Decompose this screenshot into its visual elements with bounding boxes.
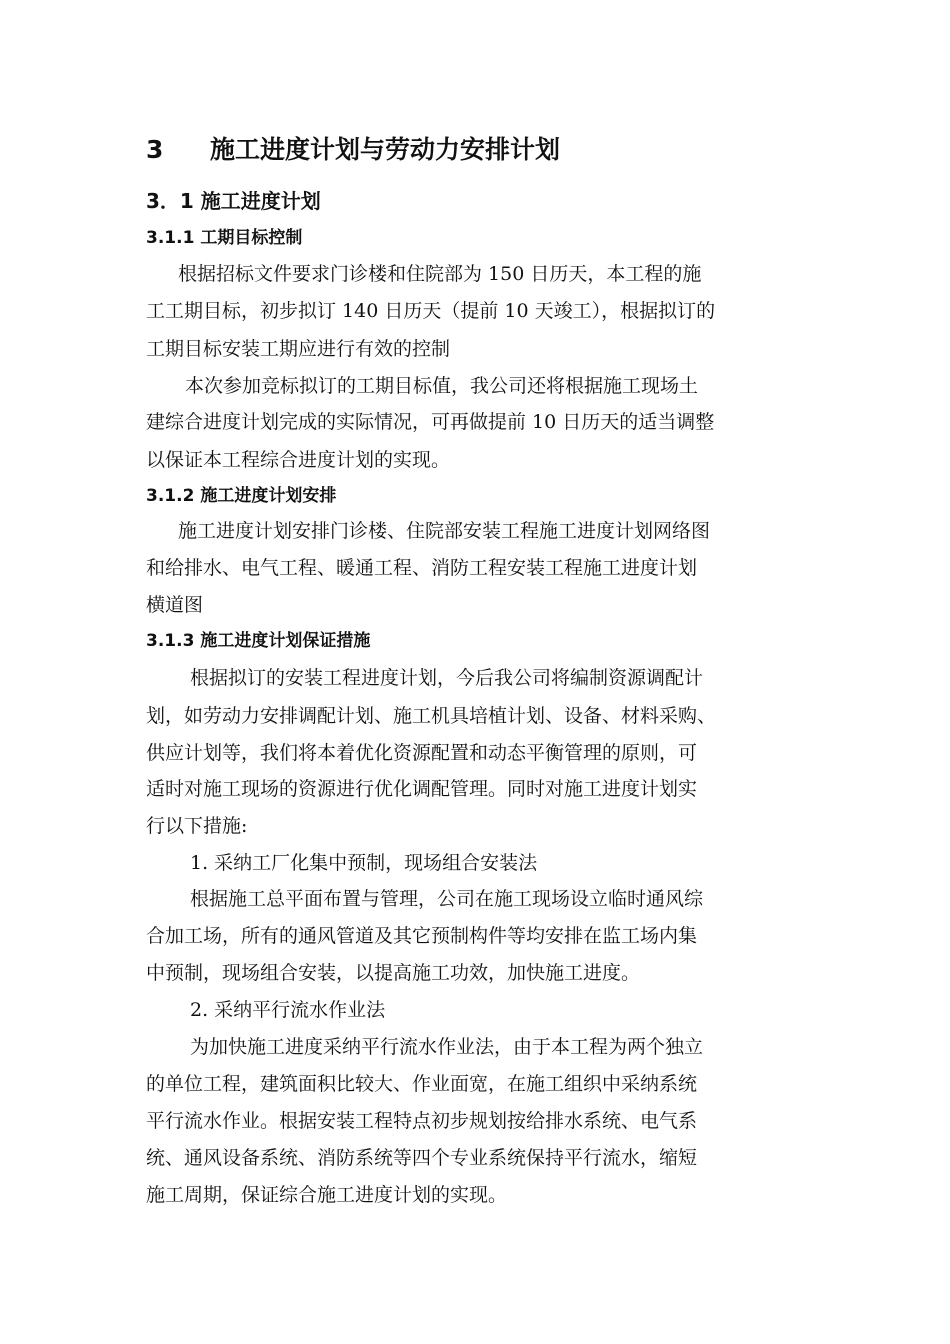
subsection-heading-3-1-3: 3.1.3 施工进度计划保证措施 <box>146 631 371 651</box>
paragraph-line: 合加工场，所有的通风管道及其它预制构件等均安排在监工场内集 <box>146 925 698 947</box>
chapter-title: 施工进度计划与劳动力安排计划 <box>210 135 561 164</box>
paragraph-line: 的单位工程，建筑面积比较大、作业面宽，在施工组织中采纳系统 <box>146 1073 698 1095</box>
paragraph-line: 划，如劳动力安排调配计划、施工机具培植计划、设备、材料采购、 <box>146 705 717 727</box>
paragraph-line: 为加快施工进度采纳平行流水作业法，由于本工程为两个独立 <box>190 1036 704 1058</box>
paragraph-line: 根据施工总平面布置与管理，公司在施工现场设立临时通风综 <box>190 888 704 910</box>
subsection-heading-3-1-2: 3.1.2 施工进度计划安排 <box>146 486 337 506</box>
paragraph-line: 和给排水、电气工程、暖通工程、消防工程安装工程施工进度计划 <box>146 557 698 579</box>
list-item-1: 1. 采纳工厂化集中预制，现场组合安装法 <box>190 852 538 874</box>
chapter-heading <box>146 134 560 166</box>
paragraph-line: 供应计划等，我们将本着优化资源配置和动态平衡管理的原则，可 <box>146 742 698 764</box>
paragraph-line: 工工期目标，初步拟订 140 日历天（提前 10 天竣工），根据拟订的 <box>146 300 716 322</box>
subsection-heading-3-1-1: 3.1.1 工期目标控制 <box>146 228 303 248</box>
paragraph-line: 本次参加竞标拟订的工期目标值，我公司还将根据施工现场土 <box>185 375 699 397</box>
paragraph-line: 根据招标文件要求门诊楼和住院部为 150 日历天，本工程的施 <box>178 263 702 285</box>
paragraph-line: 施工周期，保证综合施工进度计划的实现。 <box>146 1184 508 1206</box>
paragraph-line: 建综合进度计划完成的实际情况，可再做提前 10 日历天的适当调整 <box>146 411 715 433</box>
paragraph-line: 以保证本工程综合进度计划的实现。 <box>146 449 451 471</box>
paragraph-line: 统、通风设备系统、消防系统等四个专业系统保持平行流水，缩短 <box>146 1147 698 1169</box>
paragraph-line: 平行流水作业。根据安装工程特点初步规划按给排水系统、电气系 <box>146 1110 698 1132</box>
paragraph-line: 横道图 <box>146 594 204 616</box>
paragraph-line: 适时对施工现场的资源进行优化调配管理。同时对施工进度计划实 <box>146 778 698 800</box>
paragraph-line: 中预制，现场组合安装，以提高施工功效，加快施工进度。 <box>146 962 641 984</box>
paragraph-line: 施工进度计划安排门诊楼、住院部安装工程施工进度计划网络图 <box>178 520 711 542</box>
chapter-number: 3 <box>146 135 164 164</box>
list-item-2: 2. 采纳平行流水作业法 <box>190 999 386 1021</box>
paragraph-line: 工期目标安装工期应进行有效的控制 <box>146 338 451 360</box>
section-heading-3-1: 3．1 施工进度计划 <box>146 189 321 213</box>
paragraph-line: 行以下措施: <box>146 815 248 837</box>
paragraph-line: 根据拟订的安装工程进度计划，今后我公司将编制资源调配计 <box>190 667 704 689</box>
